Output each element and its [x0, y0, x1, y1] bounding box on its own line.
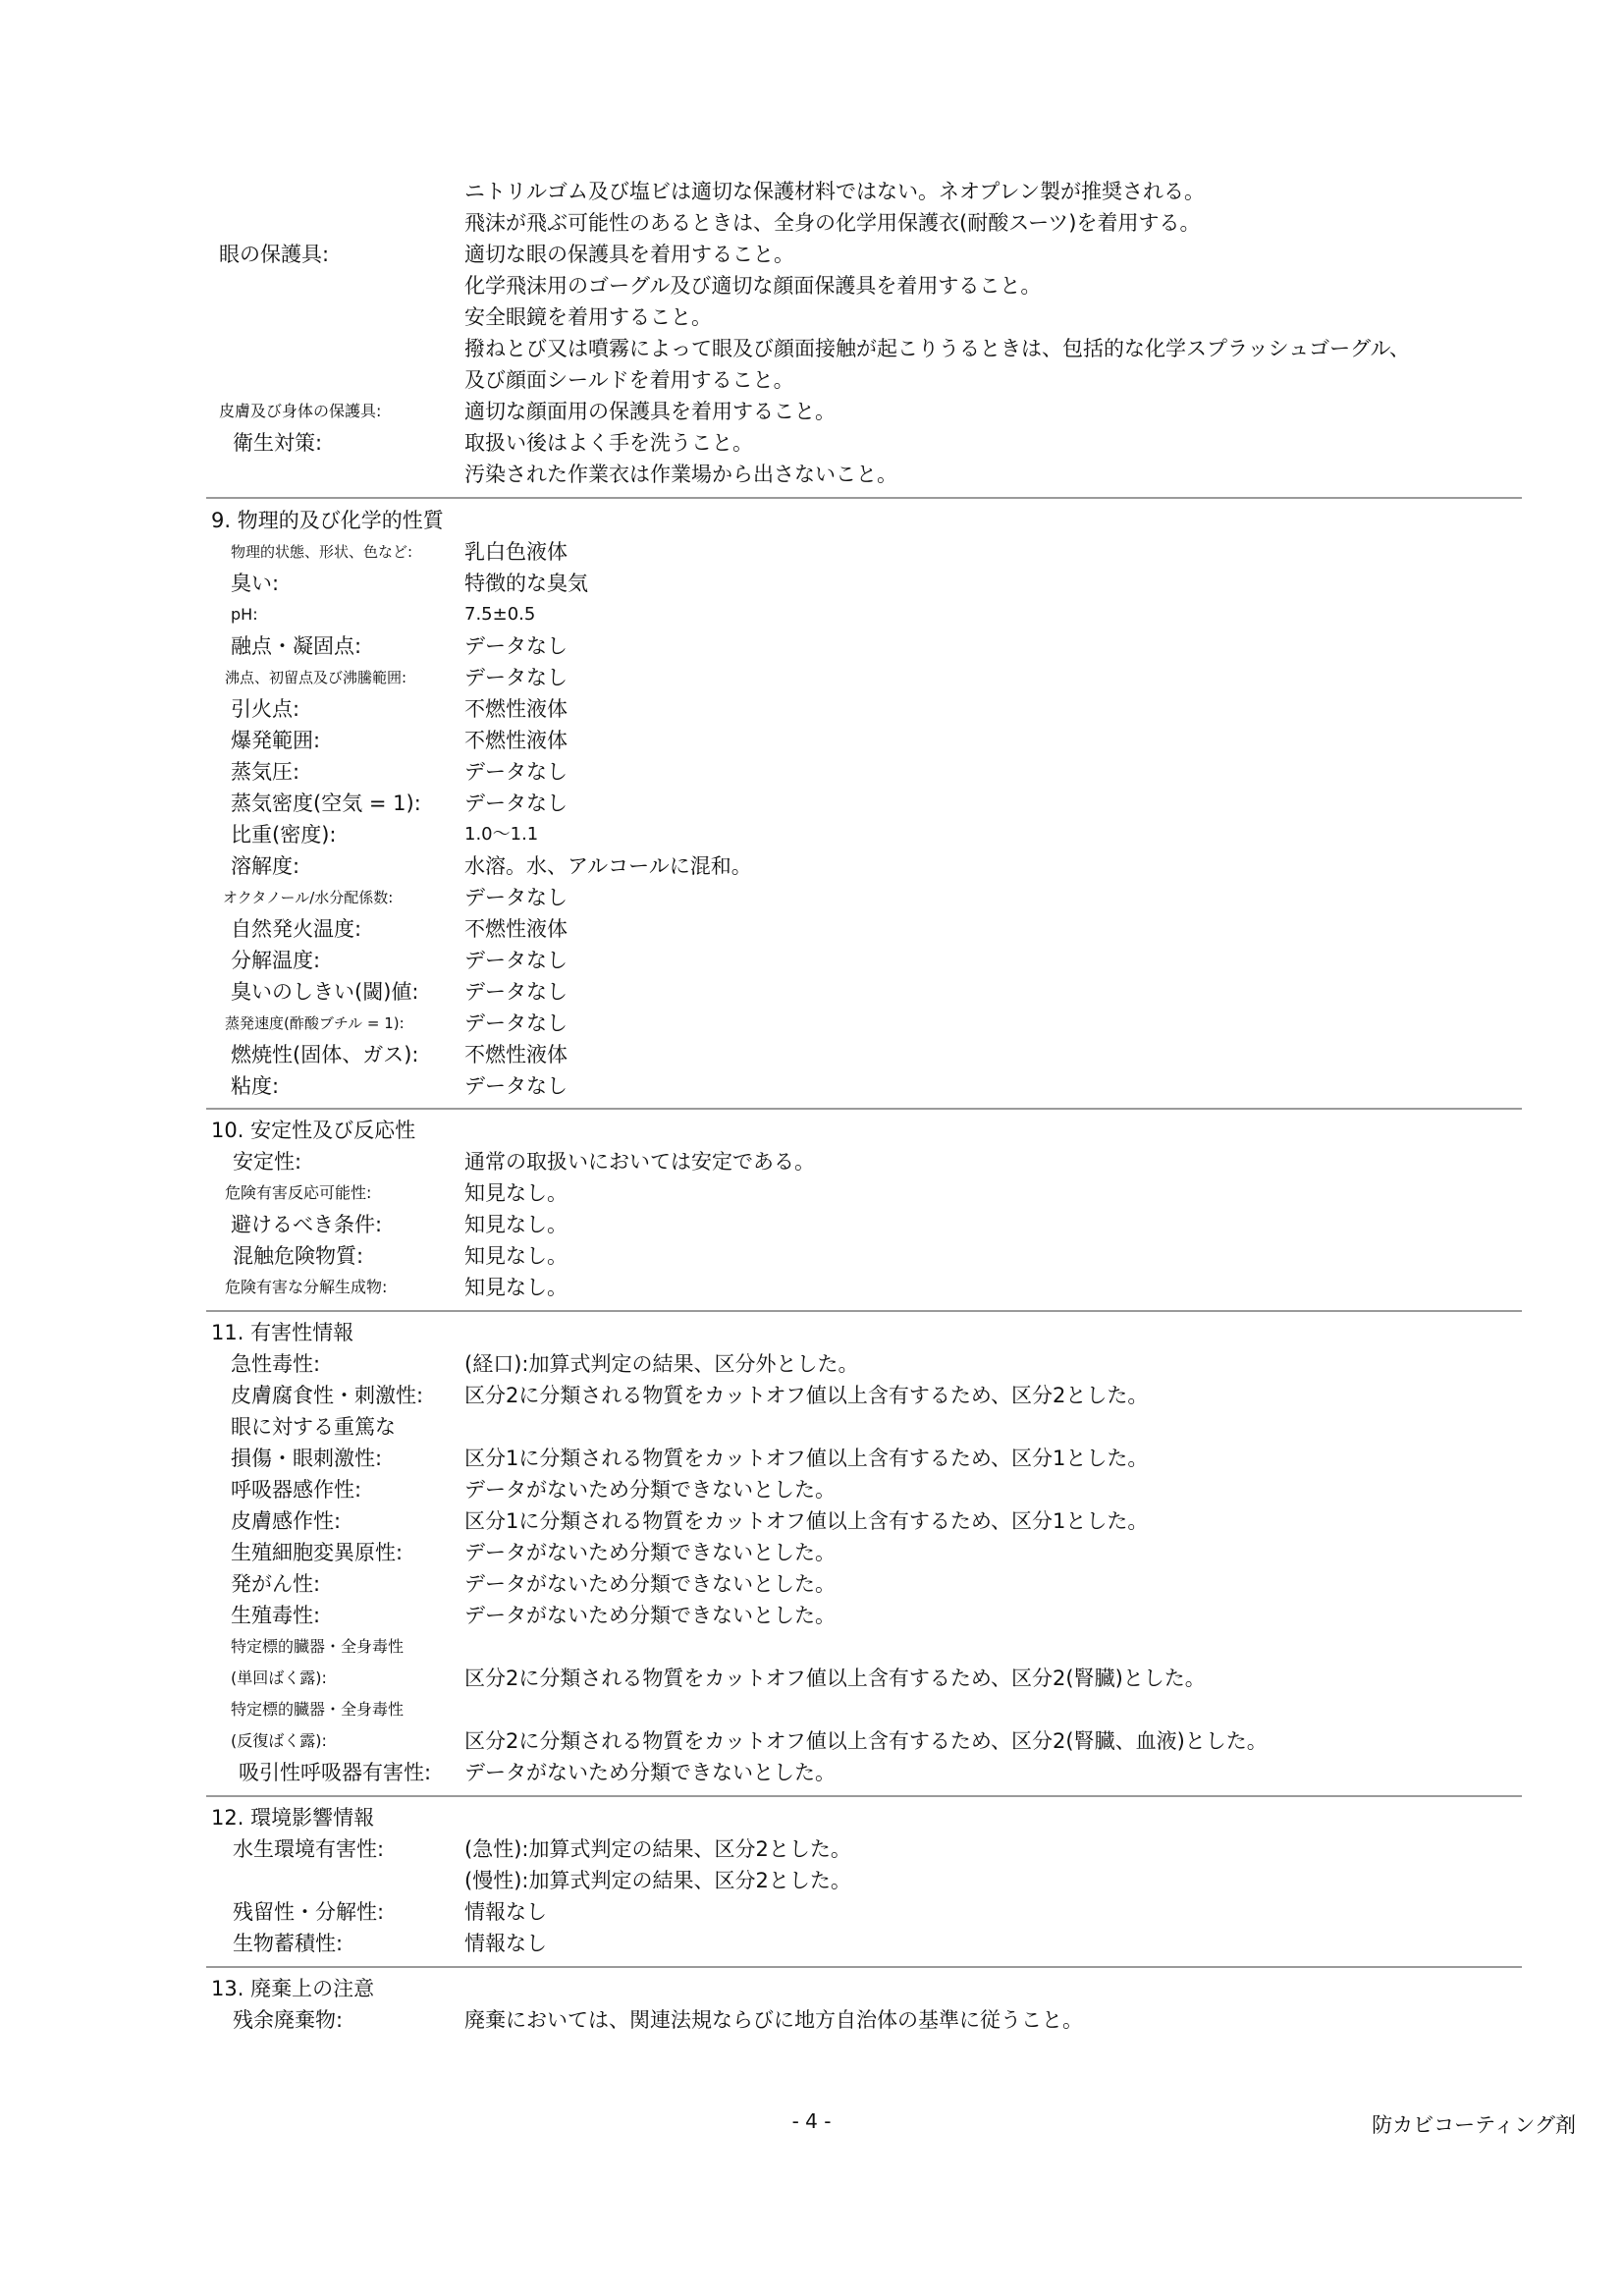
eye-protection-line — [211, 271, 1517, 301]
skin-protection-row — [211, 397, 1517, 426]
property-row — [211, 663, 1517, 692]
toxicity-row — [211, 1726, 1517, 1756]
section-11-heading: 11. 有害性情報 — [211, 1321, 354, 1344]
toxicity-value: 区分2に分類される物質をカットオフ値以上含有するため、区分2(腎臓、血液)とした。 — [464, 1729, 1268, 1753]
toxicity-label: 発がん性: — [231, 1572, 321, 1596]
property-value: 特徴的な臭気 — [464, 572, 588, 595]
skin-protection-value: 適切な顔面用の保護具を着用すること。 — [464, 400, 836, 423]
hygiene-label: 衛生対策: — [233, 431, 323, 455]
property-label: 沸点、初留点及び沸騰範囲: — [225, 669, 407, 686]
ecology-row — [211, 1834, 1517, 1864]
property-value: 7.5±0.5 — [464, 604, 536, 625]
property-label: 溶解度: — [231, 854, 300, 878]
property-row — [211, 851, 1517, 881]
toxicity-row — [211, 1412, 1517, 1442]
toxicity-label: 生殖毒性: — [231, 1604, 321, 1627]
property-label: 融点・凝固点: — [231, 634, 362, 658]
property-label: 分解温度: — [231, 949, 321, 972]
stability-value: 知見なし。 — [464, 1181, 568, 1205]
stability-label: 危険有害反応可能性: — [225, 1183, 372, 1202]
toxicity-value: データがないため分類できないとした。 — [464, 1478, 836, 1502]
protective-text: 飛沫が飛ぶ可能性のあるときは、全身の化学用保護衣(耐酸スーツ)を着用する。 — [464, 211, 1201, 235]
eye-protection-line — [211, 365, 1517, 395]
toxicity-row — [211, 1381, 1517, 1410]
hygiene-value: 汚染された作業衣は作業場から出さないこと。 — [464, 463, 897, 486]
toxicity-label: 呼吸器感作性: — [231, 1478, 362, 1502]
ecology-value: (急性):加算式判定の結果、区分2とした。 — [464, 1837, 851, 1861]
property-label: 燃焼性(固体、ガス): — [231, 1043, 419, 1066]
property-label: 臭いのしきい(閾)値: — [231, 980, 419, 1004]
property-row — [211, 600, 1517, 629]
toxicity-value: (経口):加算式判定の結果、区分外とした。 — [464, 1352, 859, 1376]
toxicity-label: 皮膚感作性: — [231, 1509, 342, 1533]
stability-row — [211, 1210, 1517, 1239]
property-row — [211, 977, 1517, 1007]
toxicity-row — [211, 1475, 1517, 1504]
toxicity-value: データがないため分類できないとした。 — [464, 1572, 836, 1596]
eye-protection-label: 眼の保護具: — [219, 243, 330, 266]
stability-row — [211, 1241, 1517, 1271]
property-value: データなし — [464, 792, 568, 815]
property-row — [211, 726, 1517, 755]
property-value: 不燃性液体 — [464, 1043, 568, 1066]
protective-text: ニトリルゴム及び塩ビは適切な保護材料ではない。ネオプレン製が推奨される。 — [464, 180, 1206, 203]
property-value: データなし — [464, 980, 568, 1004]
ecology-row — [211, 1897, 1517, 1927]
property-label: 臭い: — [231, 572, 280, 595]
property-row — [211, 757, 1517, 787]
property-row — [211, 1071, 1517, 1101]
property-label: 粘度: — [231, 1074, 280, 1098]
stability-label: 避けるべき条件: — [231, 1213, 383, 1236]
toxicity-value: データがないため分類できないとした。 — [464, 1761, 836, 1784]
toxicity-row — [211, 1444, 1517, 1473]
section-divider — [206, 1108, 1522, 1110]
property-row — [211, 694, 1517, 724]
property-row — [211, 1040, 1517, 1069]
property-row — [211, 537, 1517, 567]
toxicity-value: 区分1に分類される物質をカットオフ値以上含有するため、区分1とした。 — [464, 1447, 1149, 1470]
eye-protection-value: 撥ねとび又は噴霧によって眼及び顔面接触が起こりうるときは、包括的な化学スプラッシュゴーグル、 — [464, 337, 1410, 360]
property-value: データなし — [464, 760, 568, 784]
disposal-row — [211, 2005, 1517, 2035]
property-value: 1.0〜1.1 — [464, 824, 539, 845]
property-value: データなし — [464, 886, 568, 909]
toxicity-label: 損傷・眼刺激性: — [231, 1447, 383, 1470]
property-row — [211, 569, 1517, 598]
eye-protection-value: 適切な眼の保護具を着用すること。 — [464, 243, 794, 266]
section-9-heading: 9. 物理的及び化学的性質 — [211, 509, 444, 532]
stability-value: 知見なし。 — [464, 1276, 568, 1299]
eye-protection-value: 及び顔面シールドを着用すること。 — [464, 368, 794, 392]
section-divider — [206, 1966, 1522, 1968]
property-label: pH: — [231, 605, 258, 624]
ecology-value: 情報なし — [464, 1900, 547, 1924]
ecology-value: (慢性):加算式判定の結果、区分2とした。 — [464, 1869, 851, 1892]
toxicity-value: 区分1に分類される物質をカットオフ値以上含有するため、区分1とした。 — [464, 1509, 1149, 1533]
property-row — [211, 883, 1517, 912]
toxicity-row — [211, 1632, 1517, 1662]
disposal-label: 残余廃棄物: — [233, 2008, 344, 2032]
protective-line-2 — [211, 208, 1517, 238]
toxicity-label: 眼に対する重篤な — [231, 1415, 396, 1439]
eye-protection-row — [211, 240, 1517, 269]
skin-protection-label: 皮膚及び身体の保護具: — [219, 402, 382, 420]
ecology-value: 情報なし — [464, 1932, 547, 1955]
toxicity-value: 区分2に分類される物質をカットオフ値以上含有するため、区分2とした。 — [464, 1384, 1149, 1407]
property-value: データなし — [464, 666, 568, 689]
page-number: - 4 - — [791, 2109, 832, 2133]
property-label: 自然発火温度: — [231, 917, 362, 941]
section-divider — [206, 1310, 1522, 1312]
stability-row — [211, 1147, 1517, 1176]
ecology-label: 残留性・分解性: — [233, 1900, 385, 1924]
property-value: データなし — [464, 634, 568, 658]
property-value: 不燃性液体 — [464, 697, 568, 721]
hygiene-line — [211, 460, 1517, 489]
stability-value: 知見なし。 — [464, 1213, 568, 1236]
toxicity-row — [211, 1506, 1517, 1536]
hygiene-value: 取扱い後はよく手を洗うこと。 — [464, 431, 753, 455]
section-divider — [206, 497, 1522, 499]
product-name: 防カビコーティング剤 — [1372, 2113, 1576, 2137]
stability-label: 安定性: — [233, 1150, 302, 1174]
toxicity-label: (反復ばく露): — [231, 1731, 327, 1750]
toxicity-label: 吸引性呼吸器有害性: — [239, 1761, 432, 1784]
toxicity-label: (単回ばく露): — [231, 1668, 327, 1687]
property-row — [211, 914, 1517, 944]
toxicity-row — [211, 1601, 1517, 1630]
ecology-row — [211, 1866, 1517, 1895]
property-value: データなし — [464, 1011, 568, 1035]
toxicity-value: データがないため分類できないとした。 — [464, 1604, 836, 1627]
property-label: 物理的状態、形状、色など: — [231, 543, 413, 561]
eye-protection-value: 化学飛沫用のゴーグル及び適切な顔面保護具を着用すること。 — [464, 274, 1042, 298]
property-row — [211, 820, 1517, 849]
property-label: 引火点: — [231, 697, 300, 721]
property-label: 蒸気密度(空気 = 1): — [231, 792, 421, 815]
ecology-label: 水生環境有害性: — [233, 1837, 385, 1861]
property-label: 蒸気圧: — [231, 760, 300, 784]
property-label: 蒸発速度(酢酸ブチル = 1): — [225, 1014, 405, 1032]
property-label: 比重(密度): — [231, 823, 337, 847]
stability-label: 混触危険物質: — [233, 1244, 364, 1268]
section-divider — [206, 1795, 1522, 1797]
property-label: オクタノール/水分配係数: — [223, 889, 394, 906]
toxicity-row — [211, 1569, 1517, 1599]
eye-protection-line — [211, 334, 1517, 363]
ecology-row — [211, 1929, 1517, 1958]
toxicity-label: 特定標的臓器・全身毒性 — [231, 1700, 405, 1719]
toxicity-row — [211, 1758, 1517, 1787]
toxicity-label: 急性毒性: — [231, 1352, 321, 1376]
toxicity-row — [211, 1538, 1517, 1567]
stability-row — [211, 1178, 1517, 1208]
section-12-heading: 12. 環境影響情報 — [211, 1806, 375, 1830]
toxicity-label: 特定標的臓器・全身毒性 — [231, 1637, 405, 1656]
toxicity-row — [211, 1349, 1517, 1379]
disposal-value: 廃棄においては、関連法規ならびに地方自治体の基準に従うこと。 — [464, 2008, 1083, 2032]
toxicity-value: データがないため分類できないとした。 — [464, 1541, 836, 1564]
toxicity-label: 皮膚腐食性・刺激性: — [231, 1384, 424, 1407]
toxicity-label: 生殖細胞変異原性: — [231, 1541, 404, 1564]
ecology-label: 生物蓄積性: — [233, 1932, 344, 1955]
stability-row — [211, 1273, 1517, 1302]
eye-protection-line — [211, 302, 1517, 332]
toxicity-row — [211, 1664, 1517, 1693]
toxicity-value: 区分2に分類される物質をカットオフ値以上含有するため、区分2(腎臓)とした。 — [464, 1667, 1206, 1690]
section-13-heading: 13. 廃棄上の注意 — [211, 1977, 375, 2000]
stability-label: 危険有害な分解生成物: — [225, 1278, 388, 1296]
property-row — [211, 789, 1517, 818]
section-10-heading: 10. 安定性及び反応性 — [211, 1119, 416, 1142]
toxicity-row — [211, 1695, 1517, 1724]
property-value: 不燃性液体 — [464, 729, 568, 752]
hygiene-row — [211, 428, 1517, 458]
property-label: 爆発範囲: — [231, 729, 321, 752]
property-row — [211, 946, 1517, 975]
property-value: 不燃性液体 — [464, 917, 568, 941]
property-value: 乳白色液体 — [464, 540, 568, 564]
property-row — [211, 1009, 1517, 1038]
stability-value: 知見なし。 — [464, 1244, 568, 1268]
property-value: 水溶。水、アルコールに混和。 — [464, 854, 752, 878]
property-value: データなし — [464, 949, 568, 972]
stability-value: 通常の取扱いにおいては安定である。 — [464, 1150, 815, 1174]
property-value: データなし — [464, 1074, 568, 1098]
eye-protection-value: 安全眼鏡を着用すること。 — [464, 305, 712, 329]
property-row — [211, 631, 1517, 661]
protective-line-1 — [211, 177, 1517, 206]
